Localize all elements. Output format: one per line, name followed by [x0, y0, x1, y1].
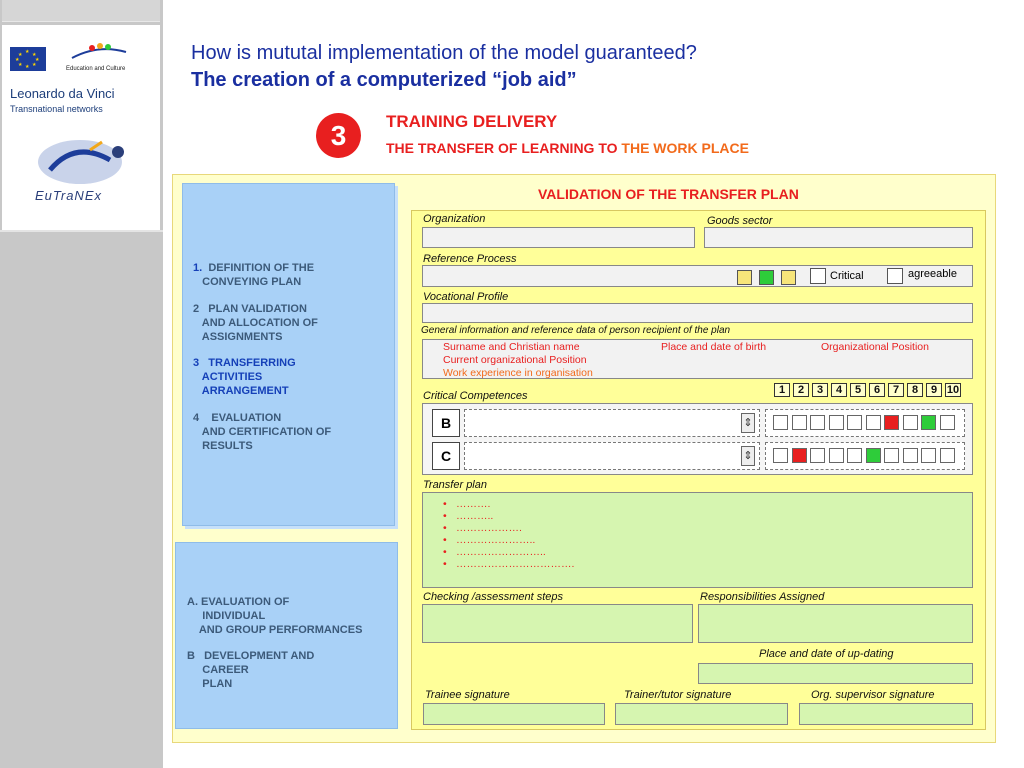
- menu-item-plan-validation[interactable]: 2 PLAN VALIDATION AND ALLOCATION OF ASSIGNMENTS: [193, 303, 318, 343]
- step-subtitle-part1: THE TRANSFER OF LEARNING TO: [386, 140, 622, 156]
- rating-square[interactable]: [940, 415, 955, 430]
- transfer-plan-list: [443, 498, 574, 570]
- organization-field[interactable]: [422, 227, 695, 248]
- list-item: • ……….: [443, 498, 574, 510]
- scroll-arrows-icon[interactable]: ⇕: [741, 446, 755, 466]
- competence-letter: B: [432, 409, 460, 437]
- indicator-green-icon: [759, 270, 774, 285]
- rating-square[interactable]: [792, 448, 807, 463]
- scale-number: 4: [831, 383, 847, 397]
- menu-item-career-plan[interactable]: B DEVELOPMENT AND CAREER PLAN: [187, 650, 315, 690]
- rating-square[interactable]: [773, 415, 788, 430]
- menu-item-evaluation[interactable]: 4 EVALUATION AND CERTIFICATION OF RESULTS: [193, 412, 332, 452]
- indicator-yellow-icon: [781, 270, 796, 285]
- page-question: How is mututal implementation of the model guaranteed?: [191, 42, 697, 64]
- rating-square[interactable]: [847, 448, 862, 463]
- update-label: Place and date of up-dating: [759, 648, 894, 660]
- rating-square[interactable]: [903, 448, 918, 463]
- step-subtitle-part2: THE WORK PLACE: [621, 140, 749, 156]
- scale-number: 9: [926, 383, 942, 397]
- scale-number: 1: [774, 383, 790, 397]
- scale-number: 5: [850, 383, 866, 397]
- checking-steps-field[interactable]: [422, 604, 693, 643]
- scale-number: 3: [812, 383, 828, 397]
- rating-square[interactable]: [921, 448, 936, 463]
- trainee-signature-label: Trainee signature: [425, 689, 510, 701]
- edu-culture-label: Education and Culture: [66, 66, 126, 72]
- rating-square[interactable]: [810, 448, 825, 463]
- competence-letter: C: [432, 442, 460, 470]
- critical-label: Critical: [830, 270, 864, 282]
- goods-sector-field[interactable]: [704, 227, 973, 248]
- indicator-yellow-icon: [737, 270, 752, 285]
- list-item: • …………………………….: [443, 558, 574, 570]
- list-item: • ………..: [443, 510, 574, 522]
- rating-square[interactable]: [940, 448, 955, 463]
- form-title: VALIDATION OF THE TRANSFER PLAN: [538, 186, 799, 202]
- transfer-plan-label: Transfer plan: [423, 479, 487, 491]
- info-work-experience: Work experience in organisation: [443, 367, 593, 379]
- info-birth: Place and date of birth: [661, 341, 767, 353]
- agreeable-checkbox[interactable]: [887, 268, 903, 284]
- trainer-signature-label: Trainer/tutor signature: [624, 689, 732, 701]
- phase-menu: [182, 183, 395, 526]
- step-subtitle: [386, 140, 749, 156]
- menu-item-definition[interactable]: 1. DEFINITION OF THE CONVEYING PLAN: [193, 262, 315, 288]
- rating-square[interactable]: [884, 415, 899, 430]
- goods-sector-label: Goods sector: [707, 215, 773, 227]
- vocational-profile-label: Vocational Profile: [423, 291, 509, 303]
- general-info-field[interactable]: [422, 339, 973, 379]
- eu-flag-icon: ★ ★ ★ ★ ★ ★ ★ ★: [10, 47, 46, 71]
- rating-square[interactable]: [866, 415, 881, 430]
- project-name: EuTraNEx: [35, 188, 102, 203]
- left-column: [0, 0, 163, 768]
- info-current-position: Current organizational Position: [443, 354, 587, 366]
- update-field[interactable]: [698, 663, 973, 684]
- scale-number: 8: [907, 383, 923, 397]
- rating-square[interactable]: [773, 448, 788, 463]
- competence-field[interactable]: [464, 409, 760, 437]
- rating-square[interactable]: [847, 415, 862, 430]
- left-column-cell: [2, 0, 160, 22]
- rating-square[interactable]: [921, 415, 936, 430]
- transfer-plan-field[interactable]: [422, 492, 973, 588]
- info-org-position: Organizational Position: [821, 341, 929, 353]
- scale-number: 7: [888, 383, 904, 397]
- trainer-signature-field[interactable]: [615, 703, 788, 725]
- scale-number: 2: [793, 383, 809, 397]
- eutranex-logo-icon: [30, 130, 145, 188]
- step-title: TRAINING DELIVERY: [386, 112, 558, 131]
- rating-square[interactable]: [810, 415, 825, 430]
- divider: [0, 230, 163, 232]
- program-subtitle: Transnational networks: [10, 104, 103, 114]
- rating-square[interactable]: [903, 415, 918, 430]
- step-number-badge: 3: [316, 113, 361, 158]
- critical-checkbox[interactable]: [810, 268, 826, 284]
- scale-number: 6: [869, 383, 885, 397]
- rating-square[interactable]: [829, 448, 844, 463]
- competence-field[interactable]: [464, 442, 760, 470]
- checking-steps-label: Checking /assessment steps: [423, 591, 564, 603]
- rating-square[interactable]: [884, 448, 899, 463]
- page-title: The creation of a computerized “job aid”: [191, 69, 577, 91]
- agreeable-label: agreeable: [908, 268, 957, 280]
- responsibilities-field[interactable]: [698, 604, 973, 643]
- vocational-profile-field[interactable]: [422, 303, 973, 323]
- rating-square[interactable]: [866, 448, 881, 463]
- program-title: Leonardo da Vinci: [10, 86, 115, 101]
- scale-number: 10: [946, 384, 960, 396]
- education-culture-logo-icon: [70, 40, 128, 64]
- organization-label: Organization: [423, 213, 486, 225]
- supervisor-signature-label: Org. supervisor signature: [811, 689, 935, 701]
- supervisor-signature-field[interactable]: [799, 703, 973, 725]
- validation-form: [411, 210, 986, 730]
- scroll-arrows-icon[interactable]: ⇕: [741, 413, 755, 433]
- general-info-label: General information and reference data of person recipient of the plan: [421, 325, 731, 336]
- menu-item-transferring[interactable]: 3 TRANSFERRING ACTIVITIES ARRANGEMENT: [193, 357, 296, 397]
- list-item: • …………………..: [443, 534, 574, 546]
- trainee-signature-field[interactable]: [423, 703, 605, 725]
- rating-square[interactable]: [792, 415, 807, 430]
- critical-competences-label: Critical Competences: [423, 390, 528, 402]
- list-item: • ……………….: [443, 522, 574, 534]
- reference-process-label: Reference Process: [423, 253, 517, 265]
- menu-item-evaluation-performances[interactable]: A. EVALUATION OF INDIVIDUAL AND GROUP PERFORMANCES: [187, 596, 363, 636]
- info-surname: Surname and Christian name: [443, 341, 580, 353]
- outcome-menu: [175, 542, 398, 729]
- rating-square[interactable]: [829, 415, 844, 430]
- responsibilities-label: Responsibilities Assigned: [700, 591, 825, 603]
- list-item: • ……………………..: [443, 546, 574, 558]
